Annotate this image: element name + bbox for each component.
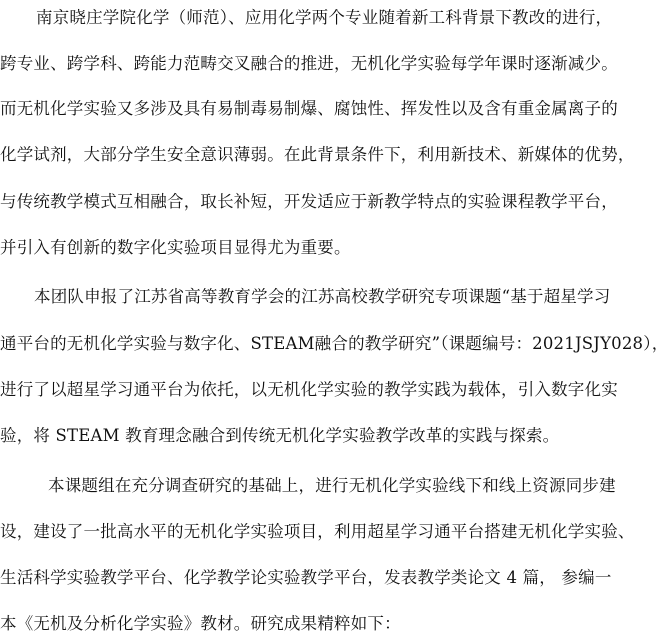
paragraph-1-line-2: 跨专业、跨学科、跨能力范畴交叉融合的推进，无机化学实验每学年课时逐渐减少。: [0, 54, 618, 73]
paragraph-1-line-6: 并引入有创新的数字化实验项目显得尤为重要。: [0, 238, 351, 257]
paragraph-3-line-3: 生活科学实验教学平台、化学教学论实验教学平台，发表教学类论文 4 篇， 参编一: [0, 568, 612, 587]
paragraph-3-line-1: 本课题组在充分调查研究的基础上，进行无机化学实验线下和线上资源同步建: [48, 476, 616, 495]
paragraph-1-line-4: 化学试剂，大部分学生安全意识薄弱。在此背景条件下，利用新技术、新媒体的优势，: [0, 145, 635, 164]
paragraph-2-line-4: 验，将 STEAM 教育理念融合到传统无机化学实验教学改革的实践与探索。: [0, 426, 560, 445]
paragraph-1-line-1: 南京晓庄学院化学（师范）、应用化学两个专业随着新工科背景下教改的进行，: [36, 8, 613, 27]
paragraph-2-line-1: 本团队申报了江苏省高等教育学会的江苏高校教学研究专项课题“基于超星学习: [34, 287, 611, 306]
paragraph-1-line-3: 而无机化学实验又多涉及具有易制毒易制爆、腐蚀性、挥发性以及含有重金属离子的: [0, 99, 618, 118]
paragraph-1-line-5: 与传统教学模式互相融合，取长补短，开发适应于新教学特点的实验课程教学平台，: [0, 192, 618, 211]
paragraph-3-line-2: 设，建设了一批高水平的无机化学实验项目，利用超星学习通平台搭建无机化学实验、: [0, 522, 635, 541]
paragraph-2-line-2: 通平台的无机化学实验与数字化、STEAM融合的教学研究”（课题编号：2021JSJY028），: [0, 334, 669, 353]
paragraph-2-line-3: 进行了以超星学习通平台为依托，以无机化学实验的教学实践为载体，引入数字化实: [0, 380, 618, 399]
paragraph-3-line-4: 本《无机及分析化学实验》教材。研究成果精粹如下：: [0, 614, 401, 633]
